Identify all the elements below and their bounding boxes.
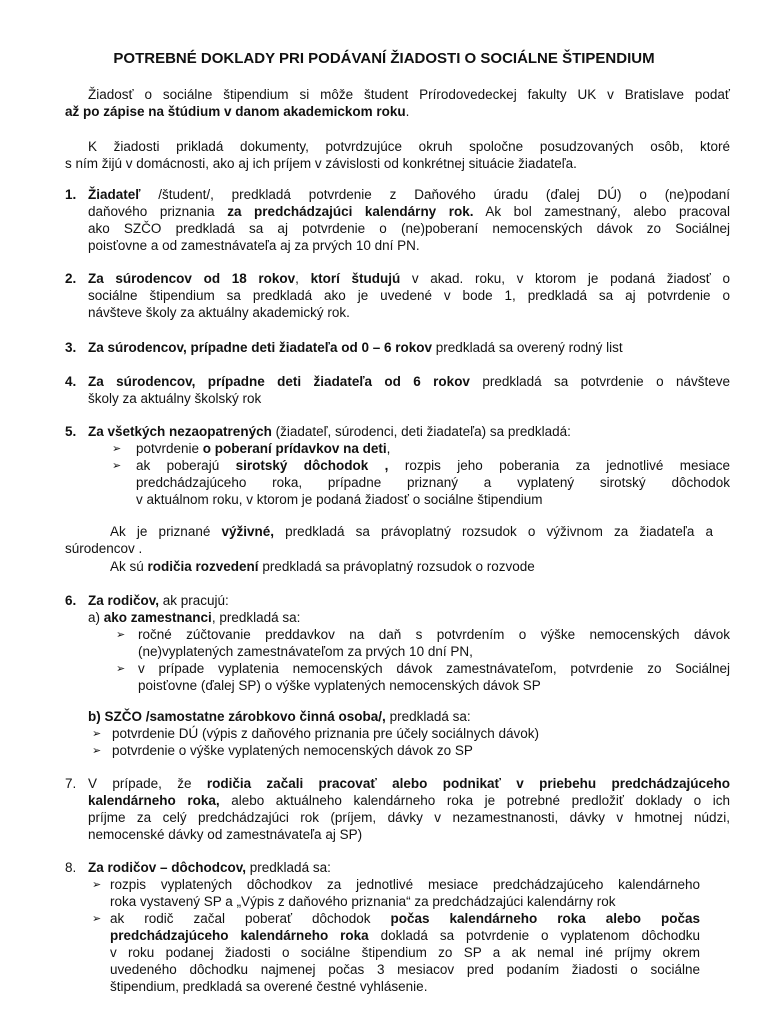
bullet-text-line — [110, 893, 700, 910]
item-text-line — [88, 775, 730, 792]
text-span: rozpis jeho poberania za jednotlivé mesiace — [388, 458, 730, 473]
item-text-line — [88, 423, 730, 440]
text-span: ak pracujú: — [159, 593, 229, 608]
text-span: , predkladá sa: — [211, 610, 301, 625]
text-span: štipendium, predkladá sa overené čestné vyhlásenie. — [110, 979, 428, 994]
text-span: ak rodič začal poberať dôchodok — [110, 911, 391, 926]
text-span: v roku podanej žiadosti o sociálne štipendium zo SP a ak nemal iné príjmy okrem — [110, 945, 700, 960]
text-span: sociálne štipendium sa predkladá ako je uvedené v bode 1, predkladá sa aj potvrdenie o — [88, 288, 730, 303]
bold-text: Za rodičov, — [88, 593, 160, 608]
text-span: Žiadosť o sociálne štipendium si môže študent Prírodovedeckej fakulty UK v Bratislave podať — [88, 87, 730, 102]
bold-text: b) SZČO /samostatne zárobkovo činná osoba/, — [88, 709, 386, 724]
paragraph-line — [88, 138, 730, 155]
text-span: Ak sú — [110, 559, 148, 574]
bullet-text-line — [112, 725, 539, 742]
bold-text: za predchádzajúci kalendárny rok. — [227, 204, 474, 219]
paragraph-line — [110, 523, 713, 540]
page-title: POTREBNÉ DOKLADY PRI PODÁVANÍ ŽIADOSTI O SOCIÁLNE ŠTIPENDIUM — [113, 50, 655, 67]
text-span: alebo aktuálneho kalendárneho roka je potrebné predložiť doklady o ich — [219, 793, 730, 808]
item-text-line — [88, 287, 730, 304]
subitem-heading — [88, 609, 300, 626]
text-span: , — [295, 271, 311, 286]
item-number: 2. — [65, 271, 77, 286]
bold-text: predchádzajúceho kalendárneho roka — [110, 928, 369, 943]
text-span: Ak je priznané — [110, 524, 222, 539]
text-span: poisťovne (ďalej SP) o výške vyplatených nemocenských dávok SP — [138, 678, 541, 693]
item-number: 7. — [65, 776, 77, 791]
text-span: roka vystavený SP a „Výpis z daňového priznania“ za predchádzajúci kalendárny rok — [110, 894, 616, 909]
text-span: predkladá sa: — [246, 860, 331, 875]
text-span: predchádzajúceho roka, prípadne priznaný a vyplatený sirotský dôchodok — [136, 475, 730, 490]
arrow-bullet-icon: ➢ — [112, 443, 122, 455]
text-span: školy za aktuálny školský rok — [88, 391, 262, 406]
text-span: Ak bol zamestnaný, alebo pracoval — [473, 204, 730, 219]
subitem-heading — [88, 708, 471, 725]
paragraph-line — [65, 155, 577, 172]
bullet-text-line — [110, 944, 700, 961]
bold-text: Za súrodencov od 18 rokov — [88, 271, 296, 286]
bold-text: Za rodičov – dôchodcov, — [88, 860, 247, 875]
bullet-text-line — [110, 978, 700, 995]
item-text-line — [88, 809, 730, 826]
text-span: potvrdenie o výške vyplatených nemocenských dávok zo SP — [112, 743, 473, 758]
text-span: s ním žijú v domácnosti, ako aj ich príjem v závislosti od konkrétnej situácie žiadateľa. — [65, 156, 577, 171]
text-span: návšteve školy za aktuálny akademický rok. — [88, 305, 350, 320]
item-text-line — [88, 220, 730, 237]
item-text-line — [88, 592, 730, 609]
bullet-text-line — [138, 660, 730, 677]
bold-text: Žiadateľ — [88, 187, 141, 202]
arrow-bullet-icon: ➢ — [116, 663, 126, 675]
text-span: príjme za celý predchádzajúci rok (príjem, dávky v nezamestnanosti, dávky v hmotnej núdzi, — [88, 810, 730, 825]
item-number: 3. — [65, 340, 77, 355]
bullet-text-line — [136, 457, 730, 474]
paragraph-line — [65, 540, 142, 557]
text-span: (ne)vyplatených zamestnávateľom za prvých 10 dní PN, — [138, 644, 473, 659]
item-text-line — [88, 203, 730, 220]
item-text-line — [88, 390, 730, 407]
text-span: rozpis vyplatených dôchodkov za jednotlivé mesiace predchádzajúceho kalendárneho — [110, 877, 700, 892]
item-number: 6. — [65, 593, 77, 608]
bullet-text-line — [112, 742, 473, 759]
text-span: /študent/, predkladá potvrdenie z Daňového úradu (ďalej DÚ) o (ne)podaní — [140, 187, 730, 202]
text-span: v akad. roku, v ktorom je podaná žiadosť o — [400, 271, 731, 286]
item-number: 1. — [65, 187, 77, 202]
bold-text: výživné, — [221, 524, 275, 539]
bullet-text-line — [136, 474, 730, 491]
bold-text: kalendárneho roka, — [88, 793, 220, 808]
bold-text: rodičia rozvedení — [147, 559, 259, 574]
text-span: ročné zúčtovanie preddavkov na daň s potvrdením o výške nemocenských dávok — [138, 627, 730, 642]
text-span: a) — [88, 610, 104, 625]
text-span: v aktuálnom roku, v ktorom je podaná žiadosť o sociálne štipendium — [136, 492, 543, 507]
item-text-line — [88, 859, 730, 876]
arrow-bullet-icon: ➢ — [92, 879, 102, 891]
bullet-text-line — [138, 626, 730, 643]
item-text-line — [88, 186, 730, 203]
text-span: V prípade, že — [88, 776, 207, 791]
bullet-text-line — [136, 440, 730, 457]
text-span: nemocenské dávky od zamestnávateľa aj SP) — [88, 827, 363, 842]
item-number: 8. — [65, 860, 77, 875]
text-span: potvrdenie — [136, 441, 203, 456]
bullet-text-line — [110, 927, 700, 944]
item-number: 5. — [65, 424, 77, 439]
item-text-line — [88, 270, 730, 287]
bold-text: o poberaní prídavkov na deti — [202, 441, 387, 456]
arrow-bullet-icon: ➢ — [92, 745, 102, 757]
bold-text: ako zamestnanci — [103, 610, 212, 625]
bullet-text-line — [110, 910, 700, 927]
text-span: potvrdenie DÚ (výpis z daňového priznania pre účely sociálnych dávok) — [112, 726, 539, 741]
text-span: daňového priznania — [88, 204, 228, 219]
text-span: predkladá sa potvrdenie o návšteve — [469, 374, 731, 389]
text-span: v prípade vyplatenia nemocenských dávok zamestnávateľom, potvrdenie zo Sociálnej — [138, 661, 730, 676]
text-span: . — [405, 104, 410, 119]
text-span: K žiadosti prikladá dokumenty, potvrdzujúce okruh spoločne posudzovaných osôb, ktoré — [88, 139, 730, 154]
text-span: predkladá sa právoplatný rozsudok o rozvode — [258, 559, 535, 574]
bold-text: ktorí študujú — [310, 271, 401, 286]
bold-text: počas kalendárneho roka alebo počas — [390, 911, 700, 926]
bullet-text-line — [138, 677, 730, 694]
text-span: dokladá sa potvrdenie o vyplatenom dôchodku — [368, 928, 700, 943]
text-span: ako SZČO predkladá sa aj potvrdenie o (ne)poberaní nemocenských dávok zo Sociálnej — [88, 221, 730, 236]
bold-text: Za súrodencov, prípadne deti žiadateľa od 6 rokov — [88, 374, 470, 389]
item-text-line — [88, 826, 730, 843]
text-span: predkladá sa právoplatný rozsudok o výživnom za žiadateľa a — [274, 524, 713, 539]
bold-text: až po zápise na štúdium v danom akademickom roku — [65, 104, 406, 119]
paragraph-line — [65, 103, 409, 120]
item-number: 4. — [65, 374, 77, 389]
arrow-bullet-icon: ➢ — [112, 460, 122, 472]
text-span: predkladá sa overený rodný list — [432, 340, 623, 355]
bullet-text-line — [110, 961, 700, 978]
item-text-line — [88, 373, 730, 390]
arrow-bullet-icon: ➢ — [116, 629, 126, 641]
item-text-line — [88, 237, 730, 254]
bullet-text-line — [136, 491, 730, 508]
bullet-text-line — [138, 643, 730, 660]
text-span: poisťovne a od zamestnávateľa aj za prvých 10 dní PN. — [88, 238, 420, 253]
paragraph-line — [88, 86, 730, 103]
bullet-text-line — [110, 876, 700, 893]
text-span: predkladá sa: — [385, 709, 471, 724]
text-span: súrodencov . — [65, 541, 143, 556]
paragraph-line — [110, 558, 535, 575]
item-text-line — [88, 304, 730, 321]
bold-text: Za všetkých nezaopatrených — [88, 424, 272, 439]
bold-text: sirotský dôchodok , — [235, 458, 389, 473]
text-span: (žiadateľ, súrodenci, deti žiadateľa) sa predkladá: — [271, 424, 571, 439]
text-span: uvedeného dôchodku najmenej počas 3 mesiacov pred podaním žiadosti o sociálne — [110, 962, 700, 977]
arrow-bullet-icon: ➢ — [92, 728, 102, 740]
item-text-line — [88, 339, 730, 356]
bold-text: Za súrodencov, prípadne deti žiadateľa od 0 – 6 rokov — [88, 340, 433, 355]
text-span: ak poberajú — [136, 458, 236, 473]
arrow-bullet-icon: ➢ — [92, 913, 102, 925]
text-span: , — [386, 441, 391, 456]
bold-text: rodičia začali pracovať alebo podnikať v priebehu predchádzajúceho — [206, 776, 730, 791]
item-text-line — [88, 792, 730, 809]
